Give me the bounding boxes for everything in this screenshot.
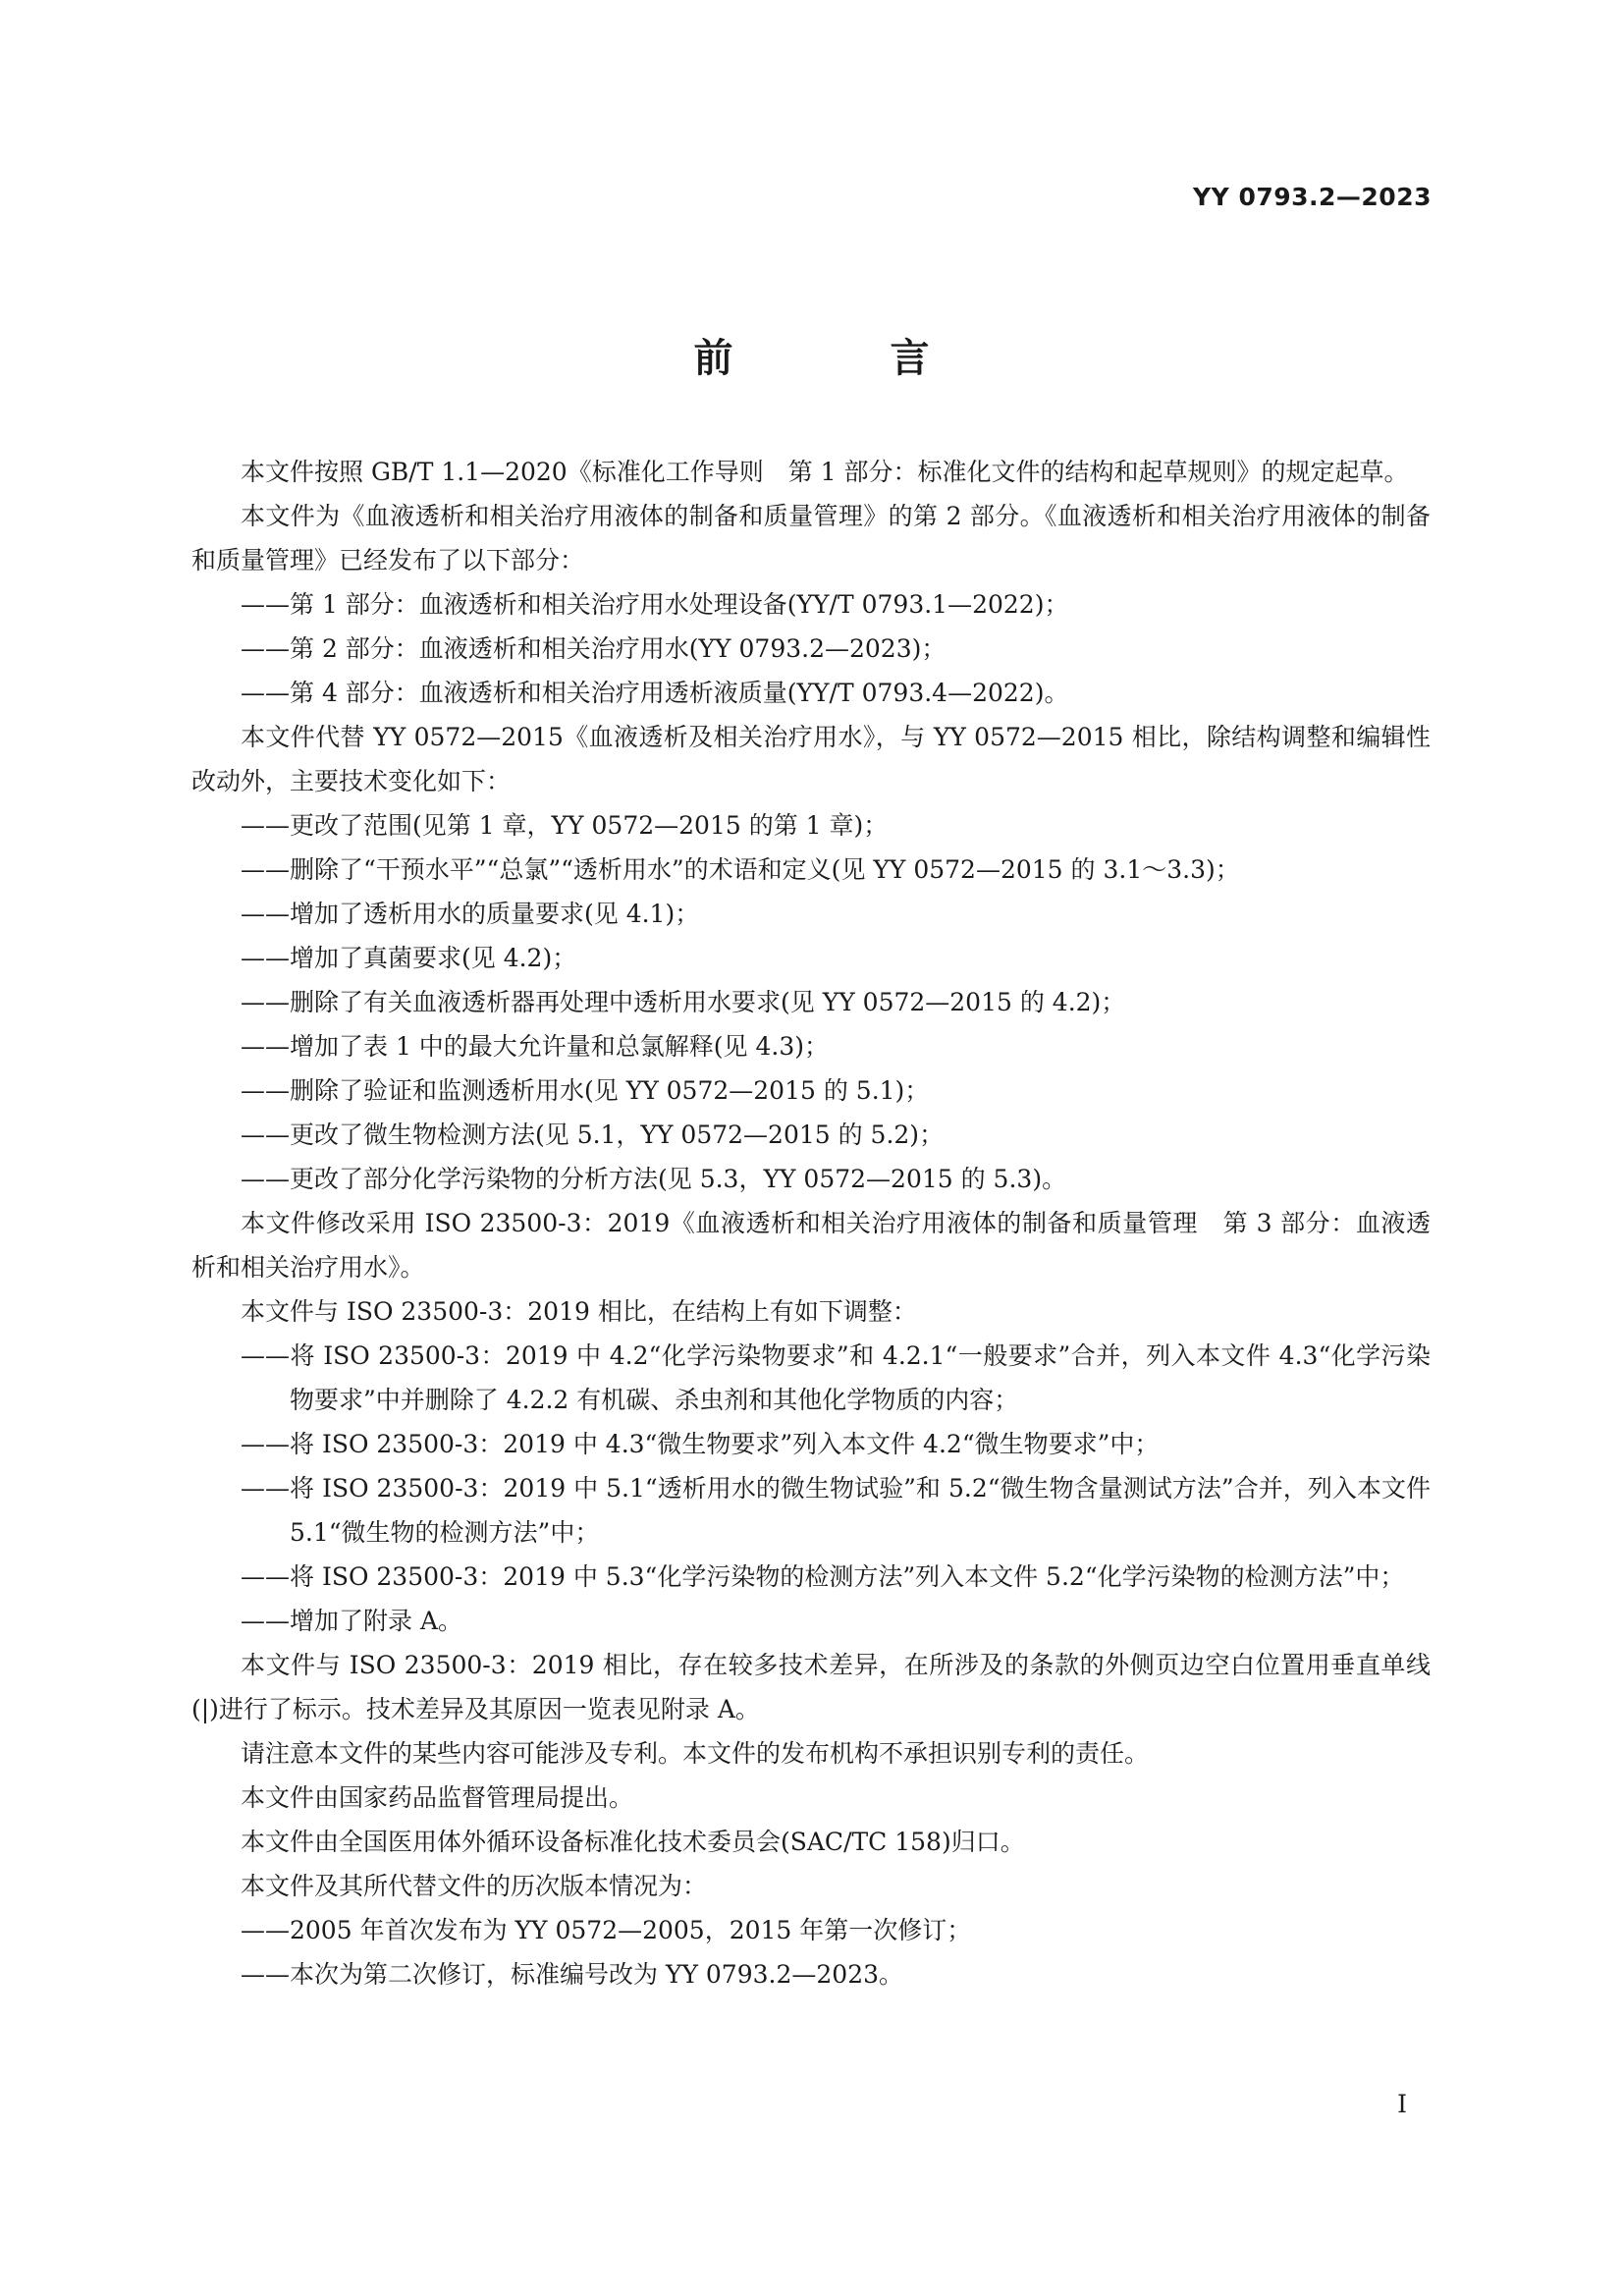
- paragraph: 本文件按照 GB/T 1.1—2020《标准化工作导则 第 1 部分：标准化文件的结构和起草规则》的规定起草。: [241, 458, 1409, 486]
- paragraph: 本文件修改采用 ISO 23500-3：2019《血液透析和相关治疗用液体的制备和质量管理 第 3 部分：血液透析和相关治疗用水》。: [191, 1209, 1431, 1282]
- page-number: I: [1397, 2090, 1407, 2118]
- paragraph: 本文件由国家药品监督管理局提出。: [241, 1783, 634, 1812]
- paragraph: 本文件由全国医用体外循环设备标准化技术委员会(SAC/TC 158)归口。: [241, 1828, 1025, 1856]
- paragraph: 本文件与 ISO 23500-3：2019 相比，存在较多技术差异，在所涉及的条款的外侧页边空白位置用垂直单线(|)进行了标示。技术差异及其原因一览表见附录 A。: [191, 1651, 1431, 1723]
- list-item: ——将 ISO 23500-3：2019 中 4.3“微生物要求”列入本文件 4.2“微生物要求”中；: [241, 1430, 1160, 1458]
- foreword-body: [191, 450, 1431, 1996]
- list-item: ——增加了附录 A。: [241, 1607, 463, 1635]
- document-code: YY 0793.2—2023: [1193, 183, 1432, 211]
- list-item: ——第 1 部分：血液透析和相关治疗用水处理设备(YY/T 0793.1—2022)；: [241, 590, 1069, 619]
- list-item: ——本次为第二次修订，标准编号改为 YY 0793.2—2023。: [241, 1960, 904, 1989]
- list-item: ——2005 年首次发布为 YY 0572—2005，2015 年第一次修订；: [241, 1916, 972, 1944]
- list-item: ——删除了“干预水平”“总氯”“透析用水”的术语和定义(见 YY 0572—2015 的 3.1～3.3)；: [241, 855, 1240, 884]
- list-item: ——增加了表 1 中的最大允许量和总氯解释(见 4.3)；: [241, 1032, 830, 1061]
- list-item: ——第 4 部分：血液透析和相关治疗用透析液质量(YY/T 0793.4—2022)。: [241, 679, 1069, 707]
- paragraph: 本文件为《血液透析和相关治疗用液体的制备和质量管理》的第 2 部分。《血液透析和相关治疗用液体的制备和质量管理》已经发布了以下部分：: [191, 502, 1431, 574]
- list-item: ——增加了真菌要求(见 4.2)；: [241, 944, 577, 972]
- list-item: ——第 2 部分：血液透析和相关治疗用水(YY 0793.2—2023)；: [241, 634, 947, 663]
- list-item: ——更改了微生物检测方法(见 5.1，YY 0572—2015 的 5.2)；: [241, 1121, 945, 1149]
- list-item: ——将 ISO 23500-3：2019 中 5.3“化学污染物的检测方法”列入本文件 5.2“化学污染物的检测方法”中；: [241, 1562, 1405, 1591]
- list-item: ——删除了验证和监测透析用水(见 YY 0572—2015 的 5.1)；: [241, 1076, 930, 1105]
- list-item: ——更改了范围(见第 1 章，YY 0572—2015 的第 1 章)；: [241, 811, 889, 840]
- paragraph: 本文件及其所代替文件的历次版本情况为：: [241, 1872, 708, 1900]
- list-item: ——将 ISO 23500-3：2019 中 4.2“化学污染物要求”和 4.2.1“一般要求”合并，列入本文件 4.3“化学污染物要求”中并删除了 4.2.2 有机碳、杀虫剂和其他化学物质的内容；: [241, 1341, 1431, 1414]
- paragraph: 请注意本文件的某些内容可能涉及专利。本文件的发布机构不承担识别专利的责任。: [241, 1739, 1150, 1768]
- paragraph: 本文件代替 YY 0572—2015《血液透析及相关治疗用水》，与 YY 0572—2015 相比，除结构调整和编辑性改动外，主要技术变化如下：: [191, 723, 1431, 795]
- list-item: ——将 ISO 23500-3：2019 中 5.1“透析用水的微生物试验”和 5.2“微生物含量测试方法”合并，列入本文件 5.1“微生物的检测方法”中；: [241, 1474, 1431, 1547]
- paragraph: 本文件与 ISO 23500-3：2019 相比，在结构上有如下调整：: [241, 1297, 917, 1326]
- page-title: 前 言: [693, 336, 989, 381]
- list-item: ——增加了透析用水的质量要求(见 4.1)；: [241, 900, 700, 928]
- list-item: ——更改了部分化学污染物的分析方法(见 5.3，YY 0572—2015 的 5.3)。: [241, 1165, 1067, 1193]
- list-item: ——删除了有关血液透析器再处理中透析用水要求(见 YY 0572—2015 的 4.2)；: [241, 988, 1126, 1016]
